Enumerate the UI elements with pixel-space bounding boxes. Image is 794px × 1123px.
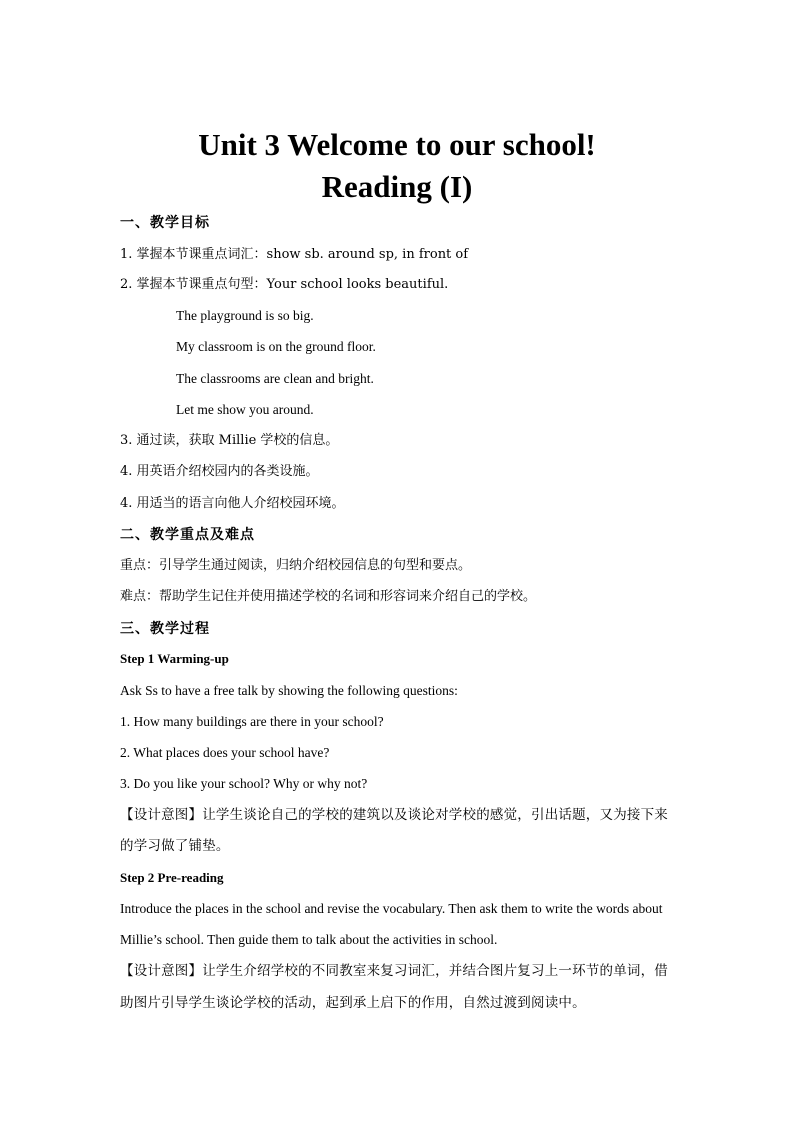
key-sentence: The playground is so big.: [176, 308, 314, 323]
document-subtitle: Reading (I): [321, 169, 473, 204]
objective-item-4: 4. 用英语介绍校园内的各类设施。: [120, 464, 319, 479]
objective-item-5: 4. 用适当的语言向他人介绍校园环境。: [120, 496, 345, 511]
key-point-text: 重点：引导学生通过阅读，归纳介绍校园信息的句型和要点。: [120, 558, 472, 573]
step-1-design-intent-cont: 的学习做了铺垫。: [120, 838, 230, 854]
step-2-text-cont: Millie’s school. Then guide them to talk about the activities in school.: [120, 932, 498, 947]
section-heading-objectives: 一、教学目标: [120, 215, 210, 231]
step-2-title: Step 2 Pre-reading: [120, 870, 224, 885]
step-1-design-intent: 【设计意图】让学生谈论自己的学校的建筑以及谈论对学校的感觉，引出话题，又为接下来: [120, 807, 668, 823]
key-sentence: Let me show you around.: [176, 402, 314, 417]
step-1-intro: Ask Ss to have a free talk by showing the following questions:: [120, 683, 458, 698]
step-2-text: Introduce the places in the school and revise the vocabulary. Then ask them to write the words about: [120, 901, 663, 916]
difficult-point-text: 难点：帮助学生记住并使用描述学校的名词和形容词来介绍自己的学校。: [120, 589, 537, 604]
objective-item-1: 1. 掌握本节课重点词汇：show sb. around sp, in front of: [120, 247, 469, 262]
key-sentence: The classrooms are clean and bright.: [176, 371, 374, 386]
step-2-design-intent-cont: 助图片引导学生谈论学校的活动，起到承上启下的作用，自然过渡到阅读中。: [120, 995, 586, 1011]
document-title: Unit 3 Welcome to our school!: [198, 127, 596, 162]
key-sentence: My classroom is on the ground floor.: [176, 339, 376, 354]
warmup-question: 3. Do you like your school? Why or why not?: [120, 776, 368, 791]
objective-item-3: 3. 通过读，获取 Millie 学校的信息。: [120, 433, 339, 448]
warmup-question: 1. How many buildings are there in your school?: [120, 714, 384, 729]
step-1-title: Step 1 Warming-up: [120, 651, 229, 666]
section-heading-key-points: 二、教学重点及难点: [120, 527, 255, 543]
objective-item-2: 2. 掌握本节课重点句型：Your school looks beautiful.: [120, 277, 449, 292]
step-2-design-intent: 【设计意图】让学生介绍学校的不同教室来复习词汇，并结合图片复习上一环节的单词，借: [120, 963, 668, 979]
section-heading-process: 三、教学过程: [120, 621, 210, 637]
warmup-question: 2. What places does your school have?: [120, 745, 330, 760]
